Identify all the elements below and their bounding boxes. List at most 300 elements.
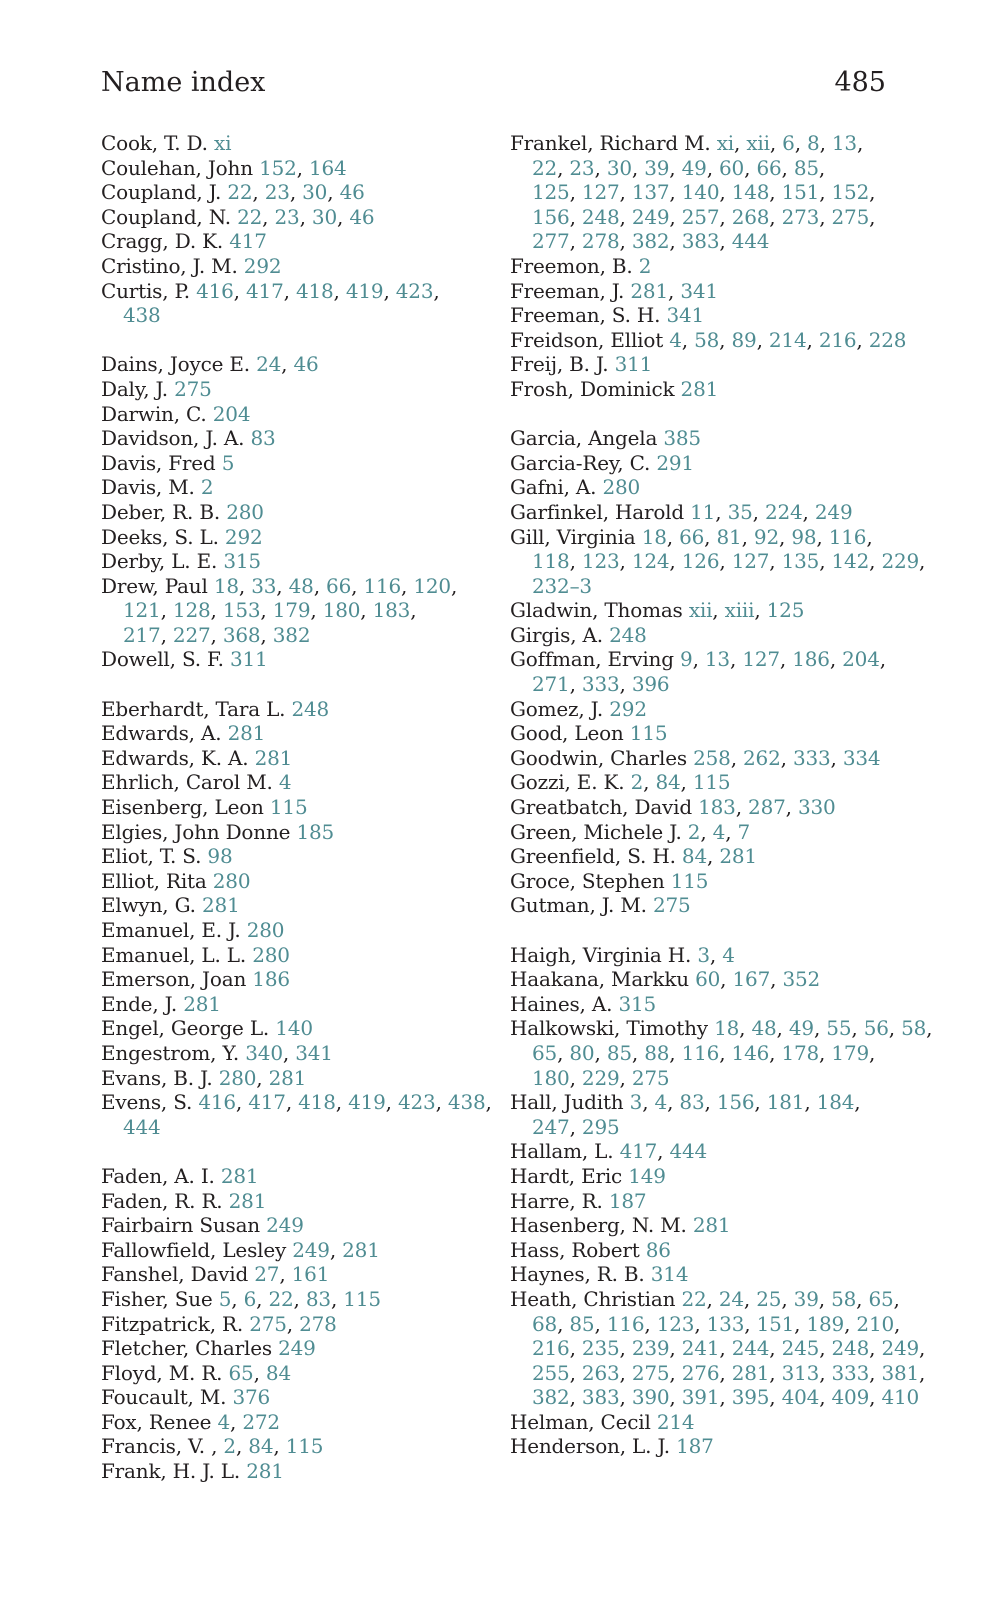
- page-reference-link[interactable]: 281: [228, 1188, 267, 1213]
- page-reference-link[interactable]: 241: [681, 1336, 720, 1361]
- page-reference-link[interactable]: 86: [645, 1237, 671, 1262]
- page-reference-link[interactable]: 368: [222, 622, 261, 647]
- page-reference-link[interactable]: 280: [252, 942, 290, 967]
- page-reference-link[interactable]: 24: [256, 352, 282, 377]
- page-reference-link[interactable]: 167: [732, 967, 771, 992]
- page-reference-link[interactable]: 281: [342, 1237, 380, 1262]
- page-reference-link[interactable]: 85: [569, 1311, 595, 1336]
- page-reference-link[interactable]: 13: [831, 131, 857, 155]
- page-reference-link[interactable]: xii: [688, 598, 713, 623]
- page-reference-link[interactable]: 4: [278, 770, 292, 795]
- page-reference-link[interactable]: 118: [532, 549, 570, 574]
- page-reference-link[interactable]: 255: [532, 1360, 570, 1385]
- page-reference-link[interactable]: 444: [123, 1114, 161, 1139]
- page-reference-link[interactable]: 18: [213, 573, 239, 598]
- page-reference-link[interactable]: 18: [641, 524, 667, 549]
- page-reference-link[interactable]: 120: [413, 573, 451, 598]
- page-reference-link[interactable]: 292: [609, 696, 647, 721]
- page-reference-link[interactable]: 35: [727, 499, 753, 524]
- page-reference-link[interactable]: 180: [322, 598, 361, 623]
- page-reference-link[interactable]: 135: [781, 549, 820, 574]
- entry-name: Harre, R.: [510, 1188, 603, 1213]
- page-reference-link[interactable]: 444: [669, 1139, 708, 1164]
- page-reference-link[interactable]: 281: [731, 1360, 770, 1385]
- index-entry: Francis, V. , 2, 84, 115: [101, 1434, 324, 1459]
- page-reference-link[interactable]: 340: [245, 1040, 283, 1065]
- page-reference-link[interactable]: 7: [737, 819, 751, 844]
- page-reference-link[interactable]: 315: [618, 991, 657, 1016]
- page-reference-link[interactable]: 278: [581, 229, 620, 254]
- page-reference-link[interactable]: 416: [198, 1090, 236, 1115]
- page-reference-link[interactable]: 80: [569, 1040, 595, 1065]
- page-reference-link[interactable]: 65: [868, 1286, 894, 1311]
- page-reference-link[interactable]: 214: [656, 1409, 695, 1434]
- page-reference-link[interactable]: 249: [631, 204, 670, 229]
- page-reference-link[interactable]: 142: [831, 549, 870, 574]
- page-reference-link[interactable]: 311: [614, 352, 653, 377]
- page-reference-link[interactable]: 6: [243, 1286, 257, 1311]
- page-reference-link[interactable]: 258: [693, 745, 731, 770]
- page-reference-link[interactable]: 4: [654, 1090, 668, 1115]
- page-reference-link[interactable]: 39: [644, 155, 670, 180]
- page-reference-link[interactable]: 33: [251, 573, 277, 598]
- page-reference-link[interactable]: 311: [229, 647, 268, 672]
- page-reference-link[interactable]: 273: [781, 204, 820, 229]
- page-reference-link[interactable]: 152: [259, 155, 297, 180]
- page-reference-link[interactable]: 65: [532, 1040, 558, 1065]
- page-reference-link[interactable]: 292: [224, 524, 263, 549]
- page-reference-link[interactable]: 140: [275, 1016, 313, 1041]
- page-reference-link[interactable]: 83: [305, 1286, 331, 1311]
- page-reference-link[interactable]: 4: [217, 1409, 230, 1434]
- page-reference-link[interactable]: 30: [302, 180, 328, 205]
- page-reference-link[interactable]: xi: [214, 131, 232, 155]
- page-reference-link[interactable]: 419: [348, 1090, 386, 1115]
- page-reference-link[interactable]: 280: [212, 868, 251, 893]
- page-reference-link[interactable]: 153: [222, 598, 261, 623]
- page-reference-link[interactable]: 58: [694, 327, 720, 352]
- page-reference-link[interactable]: 210: [856, 1311, 894, 1336]
- page-reference-link[interactable]: 333: [581, 672, 620, 697]
- index-entry: [101, 1189, 471, 1214]
- index-entry: [101, 549, 471, 574]
- page-reference-link[interactable]: 2: [200, 475, 214, 500]
- page-reference-link[interactable]: 2: [223, 1434, 236, 1459]
- page-reference-link[interactable]: xii: [746, 131, 770, 155]
- page-reference-link[interactable]: 46: [349, 204, 375, 229]
- index-entry: Gill, Virginia 18, 66, 81, 92, 98, 116, 118, 123, 124, 126, 127, 135, 142, 229, 232–3: [510, 524, 926, 598]
- entry-name: Fitzpatrick, R.: [101, 1311, 244, 1336]
- page-reference-link[interactable]: 137: [631, 180, 670, 205]
- page-reference-link[interactable]: 30: [311, 204, 337, 229]
- page-reference-link[interactable]: 315: [223, 549, 261, 574]
- page-reference-link[interactable]: 116: [681, 1040, 720, 1065]
- page-reference-link[interactable]: 277: [532, 229, 570, 254]
- page-reference-link[interactable]: 4: [712, 819, 726, 844]
- page-reference-link[interactable]: 84: [681, 844, 707, 869]
- page-reference-link[interactable]: 245: [781, 1336, 820, 1361]
- page-reference-link[interactable]: 281: [268, 1065, 307, 1090]
- entry-name: Davis, Fred: [101, 450, 216, 475]
- page-reference-link[interactable]: 341: [295, 1040, 333, 1065]
- page-reference-link[interactable]: 2: [638, 253, 652, 278]
- page-reference-link[interactable]: 56: [863, 1016, 889, 1041]
- page-reference-link[interactable]: 98: [207, 844, 233, 869]
- page-reference-link[interactable]: 281: [246, 1459, 284, 1484]
- page-reference-link[interactable]: 390: [631, 1385, 670, 1410]
- index-entry: [510, 1189, 886, 1214]
- page-reference-link[interactable]: 9: [680, 647, 693, 672]
- page-reference-link[interactable]: 418: [295, 278, 334, 303]
- page-reference-link[interactable]: 314: [650, 1262, 689, 1287]
- page-reference-link[interactable]: 287: [748, 795, 786, 820]
- entry-name: Daly, J.: [101, 376, 168, 401]
- page-reference-link[interactable]: 3: [629, 1090, 643, 1115]
- page-reference-link[interactable]: 92: [753, 524, 779, 549]
- page-reference-link[interactable]: 151: [781, 180, 820, 205]
- page-reference-link[interactable]: 58: [901, 1016, 927, 1041]
- page-reference-link[interactable]: 133: [706, 1311, 745, 1336]
- page-reference-link[interactable]: 161: [291, 1262, 330, 1287]
- entry-name: Hass, Robert: [510, 1237, 640, 1262]
- page-reference-link[interactable]: 83: [679, 1090, 705, 1115]
- page-reference-link[interactable]: 229: [881, 549, 920, 574]
- page-reference-link[interactable]: 22: [268, 1286, 294, 1311]
- page-reference-link[interactable]: 66: [756, 155, 782, 180]
- page-reference-link[interactable]: 280: [218, 1065, 257, 1090]
- page-reference-link[interactable]: 4: [722, 942, 735, 967]
- page-reference-link[interactable]: 186: [792, 647, 830, 672]
- index-entry: Greatbatch, David 183, 287, 330: [510, 795, 836, 820]
- page-reference-link[interactable]: 128: [172, 598, 211, 623]
- page-reference-link[interactable]: 333: [792, 745, 831, 770]
- page-reference-link[interactable]: 275: [249, 1311, 287, 1336]
- page-reference-link[interactable]: 248: [831, 1336, 870, 1361]
- entry-name: Cragg, D. K.: [101, 229, 224, 254]
- index-entry: [101, 820, 471, 845]
- page-reference-link[interactable]: 60: [695, 967, 721, 992]
- page-reference-link[interactable]: 248: [581, 204, 620, 229]
- page-reference-link[interactable]: 217: [123, 622, 161, 647]
- page-reference-link[interactable]: 395: [731, 1385, 770, 1410]
- page-reference-link[interactable]: 164: [308, 155, 347, 180]
- page-reference-link[interactable]: 419: [345, 278, 384, 303]
- page-reference-link[interactable]: 224: [764, 499, 803, 524]
- page-reference-link[interactable]: 396: [631, 672, 670, 697]
- page-reference-link[interactable]: 232–3: [532, 573, 592, 598]
- page-reference-link[interactable]: 178: [781, 1040, 820, 1065]
- page-reference-link[interactable]: 180: [532, 1065, 570, 1090]
- page-reference-link[interactable]: 127: [581, 180, 620, 205]
- page-reference-link[interactable]: 27: [254, 1262, 280, 1287]
- page-reference-link[interactable]: 127: [742, 647, 780, 672]
- page-reference-link[interactable]: 68: [532, 1311, 558, 1336]
- page-reference-link[interactable]: 244: [731, 1336, 770, 1361]
- page-reference-link[interactable]: 84: [265, 1360, 291, 1385]
- page-reference-link[interactable]: 280: [602, 475, 641, 500]
- index-entry: [510, 623, 886, 648]
- page-reference-link[interactable]: 98: [791, 524, 817, 549]
- page-reference-link[interactable]: 58: [831, 1286, 857, 1311]
- page-reference-link[interactable]: 18: [714, 1016, 740, 1041]
- page-reference-link[interactable]: 115: [670, 868, 709, 893]
- page-reference-link[interactable]: 146: [731, 1040, 770, 1065]
- page-reference-link[interactable]: 127: [731, 549, 770, 574]
- page-reference-link[interactable]: 179: [831, 1040, 869, 1065]
- page-reference-link[interactable]: 46: [339, 180, 365, 205]
- page-reference-link[interactable]: 152: [831, 180, 870, 205]
- page-reference-link[interactable]: 181: [766, 1090, 805, 1115]
- page-reference-link[interactable]: 49: [681, 155, 707, 180]
- page-reference-link[interactable]: 85: [793, 155, 819, 180]
- page-reference-link[interactable]: 248: [609, 622, 647, 647]
- page-reference-link[interactable]: 179: [272, 598, 311, 623]
- page-reference-link[interactable]: 423: [395, 278, 434, 303]
- page-reference-link[interactable]: 123: [656, 1311, 695, 1336]
- page-reference-link[interactable]: 183: [372, 598, 411, 623]
- page-reference-link[interactable]: 123: [581, 549, 620, 574]
- page-reference-link[interactable]: 5: [221, 450, 235, 475]
- page-reference-link[interactable]: 249: [292, 1237, 330, 1262]
- page-reference-link[interactable]: 249: [278, 1336, 316, 1361]
- page-reference-link[interactable]: 23: [274, 204, 300, 229]
- page-reference-link[interactable]: 115: [269, 795, 308, 820]
- page-reference-link[interactable]: 263: [581, 1360, 620, 1385]
- page-reference-link[interactable]: 216: [532, 1336, 570, 1361]
- page-reference-link[interactable]: xi: [716, 131, 734, 155]
- page-reference-link[interactable]: 278: [299, 1311, 337, 1336]
- page-reference-link[interactable]: 23: [264, 180, 290, 205]
- page-reference-link[interactable]: 115: [692, 770, 731, 795]
- page-reference-link[interactable]: 156: [716, 1090, 755, 1115]
- page-reference-link[interactable]: 417: [246, 278, 284, 303]
- page-reference-link[interactable]: 66: [326, 573, 352, 598]
- page-reference-link[interactable]: 66: [679, 524, 705, 549]
- page-reference-link[interactable]: 149: [628, 1163, 666, 1188]
- index-entry: Evans, B. J. 280, 281: [101, 1065, 307, 1090]
- page-reference-link[interactable]: 444: [731, 229, 770, 254]
- page-reference-link[interactable]: 89: [731, 327, 757, 352]
- page-reference-link[interactable]: 55: [826, 1016, 852, 1041]
- page-reference-link[interactable]: 257: [681, 204, 720, 229]
- page-reference-link[interactable]: 333: [831, 1360, 870, 1385]
- page-reference-link[interactable]: 185: [296, 819, 335, 844]
- page-reference-link[interactable]: 124: [631, 549, 670, 574]
- page-reference-link[interactable]: 5: [218, 1286, 232, 1311]
- entry-name: Evens, S.: [101, 1090, 193, 1115]
- page-reference-link[interactable]: 281: [202, 893, 240, 918]
- page-reference-link[interactable]: 156: [532, 204, 570, 229]
- page-reference-link[interactable]: 2: [687, 819, 701, 844]
- page-reference-link[interactable]: 280: [246, 918, 285, 942]
- page-reference-link[interactable]: xiii: [724, 598, 755, 623]
- page-reference-link[interactable]: 249: [814, 499, 853, 524]
- page-reference-link[interactable]: 121: [123, 598, 161, 623]
- page-reference-link[interactable]: 49: [788, 1016, 814, 1041]
- page-reference-link[interactable]: 276: [681, 1360, 720, 1385]
- page-reference-link[interactable]: 65: [228, 1360, 254, 1385]
- page-reference-link[interactable]: 126: [681, 549, 720, 574]
- page-reference-link[interactable]: 275: [174, 376, 212, 401]
- page-reference-link[interactable]: 204: [212, 401, 251, 426]
- page-reference-link[interactable]: 404: [781, 1385, 820, 1410]
- page-reference-link[interactable]: 85: [606, 1040, 632, 1065]
- page-reference-link[interactable]: 239: [631, 1336, 670, 1361]
- page-reference-link[interactable]: 48: [751, 1016, 777, 1041]
- page-reference-link[interactable]: 382: [631, 229, 670, 254]
- page-reference-link[interactable]: 295: [581, 1114, 620, 1139]
- page-reference-link[interactable]: 187: [676, 1434, 714, 1459]
- page-reference-link[interactable]: 334: [842, 745, 881, 770]
- page-reference-link[interactable]: 115: [629, 721, 668, 746]
- page-reference-link[interactable]: 60: [719, 155, 745, 180]
- page-reference-link[interactable]: 423: [398, 1090, 436, 1115]
- page-reference-link[interactable]: 22: [227, 180, 253, 205]
- page-reference-link[interactable]: 275: [831, 204, 870, 229]
- page-reference-link[interactable]: 8: [807, 131, 820, 155]
- page-reference-link[interactable]: 249: [881, 1336, 920, 1361]
- page-reference-link[interactable]: 281: [227, 721, 266, 746]
- page-reference-link[interactable]: 291: [656, 450, 694, 475]
- page-reference-link[interactable]: 4: [669, 327, 682, 352]
- page-reference-link[interactable]: 313: [781, 1360, 820, 1385]
- page-reference-link[interactable]: 229: [581, 1065, 620, 1090]
- page-reference-link[interactable]: 151: [756, 1311, 795, 1336]
- page-reference-link[interactable]: 22: [681, 1286, 707, 1311]
- page-reference-link[interactable]: 438: [447, 1090, 486, 1115]
- index-entry: [510, 1164, 886, 1189]
- page-reference-link[interactable]: 281: [183, 991, 221, 1016]
- page-reference-link[interactable]: 22: [532, 155, 558, 180]
- page-title: Name index: [101, 67, 266, 98]
- page-reference-link[interactable]: 352: [782, 967, 821, 992]
- page-reference-link[interactable]: 272: [242, 1409, 280, 1434]
- index-entry: [510, 1410, 886, 1435]
- page-reference-link[interactable]: 271: [532, 672, 570, 697]
- page-reference-link[interactable]: 22: [237, 204, 263, 229]
- index-entry: [510, 352, 886, 377]
- page-reference-link[interactable]: 262: [743, 745, 781, 770]
- page-reference-link[interactable]: 84: [655, 770, 681, 795]
- page-reference-link[interactable]: 248: [291, 696, 330, 721]
- page-reference-link[interactable]: 341: [680, 278, 718, 303]
- page-reference-link[interactable]: 281: [692, 1213, 731, 1238]
- page-reference-link[interactable]: 275: [631, 1065, 670, 1090]
- page-reference-link[interactable]: 115: [343, 1286, 381, 1311]
- page-reference-link[interactable]: 184: [816, 1090, 855, 1115]
- index-entry: [101, 943, 471, 968]
- page-reference-link[interactable]: 186: [252, 967, 290, 992]
- page-reference-link[interactable]: 383: [681, 229, 720, 254]
- page-reference-link[interactable]: 281: [254, 745, 293, 770]
- page-reference-link[interactable]: 24: [718, 1286, 744, 1311]
- page-reference-link[interactable]: 216: [818, 327, 857, 352]
- page-reference-link[interactable]: 81: [716, 524, 742, 549]
- page-reference-link[interactable]: 183: [698, 795, 736, 820]
- page-reference-link[interactable]: 416: [196, 278, 234, 303]
- page-reference-link[interactable]: 417: [229, 229, 267, 254]
- index-entry: Goodwin, Charles 258, 262, 333, 334: [510, 745, 881, 770]
- page-reference-link[interactable]: 235: [581, 1336, 620, 1361]
- page-reference-link[interactable]: 280: [226, 499, 264, 524]
- page-reference-link[interactable]: 409: [831, 1385, 870, 1410]
- page-reference-link[interactable]: 292: [243, 253, 282, 278]
- entry-name: Goffman, Erving: [510, 647, 674, 672]
- index-entry: [510, 377, 886, 402]
- page-reference-link[interactable]: 268: [731, 204, 770, 229]
- page-reference-link[interactable]: 125: [532, 180, 570, 205]
- page-reference-link[interactable]: 417: [619, 1139, 658, 1164]
- page-reference-link[interactable]: 275: [631, 1360, 670, 1385]
- page-reference-link[interactable]: 341: [666, 303, 705, 328]
- page-reference-link[interactable]: 140: [681, 180, 720, 205]
- index-entry: [101, 525, 471, 550]
- page-reference-link[interactable]: 228: [868, 327, 907, 352]
- page-reference-link[interactable]: 88: [644, 1040, 670, 1065]
- page-reference-link[interactable]: 275: [652, 893, 691, 918]
- index-entry: [510, 254, 886, 279]
- page-reference-link[interactable]: 187: [608, 1188, 647, 1213]
- page-reference-link[interactable]: 46: [293, 352, 319, 377]
- page-reference-link[interactable]: 204: [842, 647, 880, 672]
- page-reference-link[interactable]: 418: [298, 1090, 336, 1115]
- page-reference-link[interactable]: 376: [232, 1385, 271, 1410]
- page-reference-link[interactable]: 125: [766, 598, 805, 623]
- page-reference-link[interactable]: 3: [697, 942, 710, 967]
- page-reference-link[interactable]: 189: [806, 1311, 845, 1336]
- page-reference-link[interactable]: 2: [630, 770, 644, 795]
- page-reference-link[interactable]: 214: [768, 327, 807, 352]
- entry-name: Faden, A. I.: [101, 1163, 215, 1188]
- page-reference-link[interactable]: 48: [288, 573, 314, 598]
- page-reference-link[interactable]: 11: [690, 499, 716, 524]
- page-reference-link[interactable]: 6: [782, 131, 795, 155]
- entry-name: Haynes, R. B.: [510, 1262, 645, 1287]
- page-reference-link[interactable]: 281: [220, 1163, 259, 1188]
- page-reference-link[interactable]: 385: [663, 426, 701, 451]
- page-reference-link[interactable]: 381: [881, 1360, 920, 1385]
- page-reference-link[interactable]: 247: [532, 1114, 570, 1139]
- entry-name: Frank, H. J. L.: [101, 1459, 241, 1484]
- page-reference-link[interactable]: 382: [272, 622, 311, 647]
- page-reference-link[interactable]: 281: [719, 844, 757, 869]
- page-reference-link[interactable]: 417: [248, 1090, 286, 1115]
- page-reference-link[interactable]: 330: [797, 795, 836, 820]
- page-reference-link[interactable]: 39: [793, 1286, 819, 1311]
- page-reference-link[interactable]: 281: [680, 376, 719, 401]
- page-reference-link[interactable]: 281: [630, 278, 668, 303]
- page-reference-link[interactable]: 30: [606, 155, 632, 180]
- page-reference-link[interactable]: 148: [731, 180, 770, 205]
- page-reference-link[interactable]: 410: [881, 1385, 920, 1410]
- page-reference-link[interactable]: 382: [532, 1385, 570, 1410]
- page-reference-link[interactable]: 391: [681, 1385, 720, 1410]
- page-reference-link[interactable]: 83: [250, 426, 276, 451]
- page-reference-link[interactable]: 383: [581, 1385, 620, 1410]
- page-reference-link[interactable]: 115: [285, 1434, 324, 1459]
- index-entry: [101, 451, 471, 476]
- page-reference-link[interactable]: 23: [569, 155, 595, 180]
- page-reference-link[interactable]: 84: [248, 1434, 274, 1459]
- page-reference-link[interactable]: 25: [756, 1286, 782, 1311]
- page-reference-link[interactable]: 116: [606, 1311, 645, 1336]
- page-reference-link[interactable]: 13: [704, 647, 730, 672]
- page-reference-link[interactable]: 116: [828, 524, 867, 549]
- page-reference-link[interactable]: 116: [363, 573, 402, 598]
- page-reference-link[interactable]: 227: [172, 622, 211, 647]
- page-reference-link[interactable]: 438: [123, 303, 161, 328]
- page-reference-link[interactable]: 249: [266, 1213, 304, 1238]
